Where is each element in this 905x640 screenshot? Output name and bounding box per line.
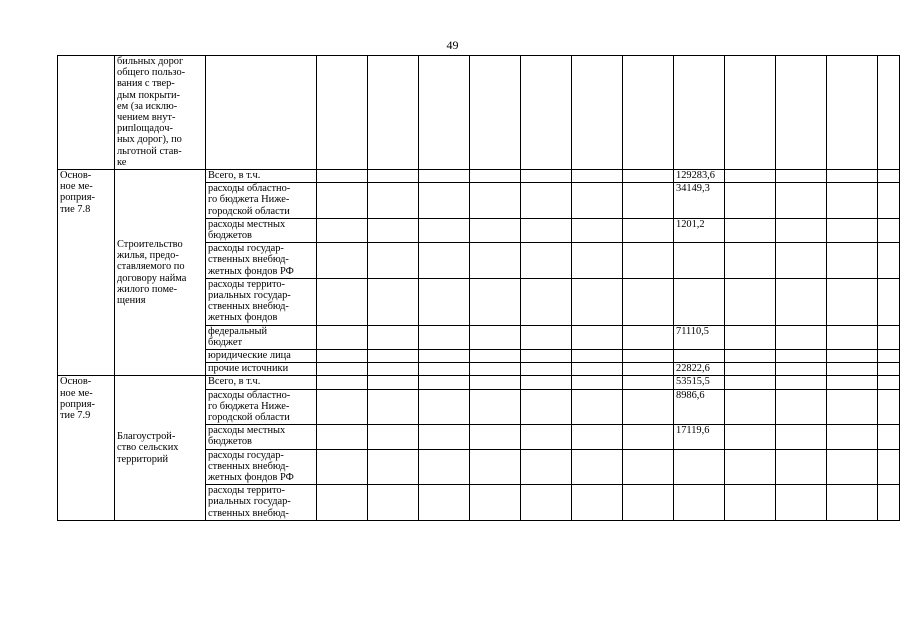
funding-source-cell-line: ственных внебюд-	[208, 254, 289, 266]
empty-cell	[521, 349, 572, 362]
empty-cell	[206, 56, 317, 170]
funding-source-cell-line: расходы государ-	[208, 243, 284, 255]
empty-cell	[776, 485, 827, 521]
empty-cell	[470, 278, 521, 325]
empty-cell	[317, 449, 368, 485]
empty-cell	[368, 243, 419, 279]
table-row	[58, 170, 900, 183]
empty-cell	[368, 183, 419, 219]
empty-cell	[419, 56, 470, 170]
funding-source-cell-line: расходы областно-	[208, 389, 291, 401]
empty-cell	[470, 389, 521, 425]
empty-cell	[725, 56, 776, 170]
empty-cell	[572, 325, 623, 349]
empty-cell	[878, 218, 900, 242]
activity-name-cell-line: Благоустрой-	[117, 431, 176, 443]
empty-cell	[776, 363, 827, 376]
activity-code-cell-line: Основ-	[60, 170, 92, 181]
empty-cell	[317, 485, 368, 521]
empty-cell	[419, 363, 470, 376]
page-number: 49	[446, 38, 459, 52]
empty-cell	[827, 449, 878, 485]
empty-cell	[776, 243, 827, 279]
amount-cell: 129283,6	[674, 170, 725, 183]
empty-cell	[623, 363, 674, 376]
empty-cell	[317, 376, 368, 389]
table-row	[58, 376, 900, 389]
activity-name-cell	[115, 170, 206, 376]
empty-cell	[827, 218, 878, 242]
empty-cell	[776, 449, 827, 485]
empty-cell	[368, 218, 419, 242]
empty-cell	[725, 363, 776, 376]
empty-cell	[725, 349, 776, 362]
funding-source-cell	[206, 278, 317, 325]
empty-cell	[572, 389, 623, 425]
activity-code-cell-line: роприя-	[60, 398, 95, 410]
activity-code-cell-line: тие 7.9	[60, 409, 91, 421]
funding-source-cell	[206, 170, 317, 183]
empty-cell	[521, 278, 572, 325]
empty-cell	[368, 376, 419, 389]
empty-cell	[521, 485, 572, 521]
funding-source-cell-line: расходы государ-	[208, 449, 284, 461]
empty-cell	[572, 278, 623, 325]
empty-cell	[419, 349, 470, 362]
empty-cell	[572, 243, 623, 279]
empty-cell	[674, 56, 725, 170]
empty-cell	[419, 425, 470, 449]
empty-cell	[827, 349, 878, 362]
activity-name-cell-line: льготной став-	[117, 145, 182, 157]
funding-source-cell-line: Всего, в т.ч.	[208, 170, 261, 181]
amount-cell: 71110,5	[674, 325, 725, 349]
funding-source-cell-line: прочие источники	[208, 363, 289, 375]
empty-cell	[368, 325, 419, 349]
empty-cell	[878, 243, 900, 279]
funding-source-cell-line: бюджет	[208, 336, 243, 348]
amount-cell	[674, 449, 725, 485]
empty-cell	[521, 425, 572, 449]
empty-cell	[572, 449, 623, 485]
empty-cell	[827, 278, 878, 325]
empty-cell	[623, 170, 674, 183]
empty-cell	[419, 218, 470, 242]
empty-cell	[878, 56, 900, 170]
empty-cell	[317, 243, 368, 279]
activity-code-cell-line: тие 7.8	[60, 203, 91, 215]
empty-cell	[827, 389, 878, 425]
amount-cell: 1201,2	[674, 218, 725, 242]
funding-source-cell	[206, 449, 317, 485]
empty-cell	[827, 183, 878, 219]
activity-name-cell	[115, 376, 206, 520]
empty-cell	[623, 56, 674, 170]
activity-name-cell-line: ке	[117, 156, 127, 168]
empty-cell	[827, 243, 878, 279]
empty-cell	[368, 449, 419, 485]
empty-cell	[878, 349, 900, 362]
funding-source-cell-line: расходы местных	[208, 218, 286, 230]
empty-cell	[725, 389, 776, 425]
activity-name-cell-line: рипloщадоч-	[117, 123, 173, 135]
funding-source-cell-line: ственных внебюд-	[208, 460, 289, 472]
empty-cell	[827, 363, 878, 376]
funding-source-cell-line: Всего, в т.ч.	[208, 376, 261, 388]
empty-cell	[776, 389, 827, 425]
empty-cell	[878, 485, 900, 521]
empty-cell	[572, 183, 623, 219]
funding-source-cell-line: жетных фондов РФ	[208, 265, 294, 277]
empty-cell	[419, 389, 470, 425]
activity-code-cell	[58, 376, 115, 520]
funding-source-cell-line: городской области	[208, 205, 290, 217]
amount-cell	[674, 278, 725, 325]
empty-cell	[470, 363, 521, 376]
code-cell	[58, 56, 115, 170]
funding-source-cell	[206, 218, 317, 242]
empty-cell	[368, 363, 419, 376]
empty-cell	[572, 376, 623, 389]
funding-source-cell-line: го бюджета Ниже-	[208, 400, 290, 412]
empty-cell	[368, 349, 419, 362]
funding-source-cell	[206, 183, 317, 219]
empty-cell	[623, 183, 674, 219]
empty-cell	[317, 183, 368, 219]
empty-cell	[368, 170, 419, 183]
activity-code-cell-line: ное ме-	[60, 387, 93, 399]
empty-cell	[317, 170, 368, 183]
empty-cell	[827, 425, 878, 449]
empty-cell	[470, 485, 521, 521]
empty-cell	[623, 389, 674, 425]
amount-cell	[674, 349, 725, 362]
funding-source-cell-line: расходы местных	[208, 425, 286, 437]
empty-cell	[368, 389, 419, 425]
funding-source-cell-line: юридические лица	[208, 349, 291, 361]
funding-source-cell	[206, 243, 317, 279]
activity-name-cell-line: вания с твер-	[117, 78, 175, 90]
activity-name-cell-line: ставляемого по	[117, 261, 185, 273]
funding-source-cell-line: бюджетов	[208, 229, 252, 241]
empty-cell	[623, 485, 674, 521]
empty-cell	[827, 376, 878, 389]
empty-cell	[827, 325, 878, 349]
empty-cell	[419, 485, 470, 521]
amount-cell: 8986,6	[674, 389, 725, 425]
empty-cell	[623, 278, 674, 325]
empty-cell	[878, 425, 900, 449]
empty-cell	[521, 449, 572, 485]
funding-source-cell	[206, 363, 317, 376]
empty-cell	[776, 349, 827, 362]
empty-cell	[317, 349, 368, 362]
empty-cell	[470, 170, 521, 183]
empty-cell	[419, 183, 470, 219]
activity-code-cell-line: роприя-	[60, 192, 95, 204]
empty-cell	[572, 218, 623, 242]
activity-code-cell	[58, 170, 115, 376]
activity-name-cell-line: щения	[117, 295, 146, 307]
empty-cell	[776, 56, 827, 170]
amount-cell: 34149,3	[674, 183, 725, 219]
empty-cell	[317, 278, 368, 325]
empty-cell	[725, 243, 776, 279]
empty-cell	[827, 170, 878, 183]
empty-cell	[521, 363, 572, 376]
funding-source-cell	[206, 376, 317, 389]
empty-cell	[470, 376, 521, 389]
empty-cell	[572, 349, 623, 362]
empty-cell	[368, 278, 419, 325]
empty-cell	[470, 56, 521, 170]
empty-cell	[419, 449, 470, 485]
empty-cell	[521, 325, 572, 349]
empty-cell	[317, 56, 368, 170]
amount-cell: 17119,6	[674, 425, 725, 449]
activity-name-cell-line: общего пользо-	[117, 67, 186, 79]
empty-cell	[317, 363, 368, 376]
funding-source-cell-line: городской области	[208, 411, 290, 423]
funding-source-cell-line: жетных фондов РФ	[208, 471, 294, 483]
empty-cell	[725, 376, 776, 389]
empty-cell	[623, 325, 674, 349]
empty-cell	[623, 218, 674, 242]
funding-source-cell-line: бюджетов	[208, 436, 252, 448]
empty-cell	[419, 376, 470, 389]
empty-cell	[521, 389, 572, 425]
empty-cell	[776, 183, 827, 219]
empty-cell	[776, 170, 827, 183]
funding-source-cell-line: жетных фондов	[208, 312, 278, 324]
empty-cell	[572, 425, 623, 449]
empty-cell	[623, 425, 674, 449]
empty-cell	[419, 325, 470, 349]
activity-name-cell-line: бильных дорог	[117, 56, 184, 67]
activity-name-cell-line: жилья, предо-	[117, 250, 179, 262]
activity-name-cell-line: чением внут-	[117, 112, 176, 124]
empty-cell	[878, 170, 900, 183]
empty-cell	[317, 425, 368, 449]
activity-code-cell-line: ное ме-	[60, 181, 93, 193]
funding-source-cell-line: расходы террито-	[208, 485, 286, 497]
empty-cell	[776, 376, 827, 389]
empty-cell	[368, 56, 419, 170]
funding-source-cell	[206, 425, 317, 449]
funding-source-cell	[206, 485, 317, 521]
funding-source-cell-line: расходы террито-	[208, 278, 286, 290]
empty-cell	[878, 389, 900, 425]
empty-cell	[470, 183, 521, 219]
empty-cell	[470, 243, 521, 279]
empty-cell	[878, 325, 900, 349]
empty-cell	[419, 170, 470, 183]
empty-cell	[521, 218, 572, 242]
activity-name-cell-line: дым покрыти-	[117, 89, 180, 101]
activity-name-cell-line: жилого поме-	[117, 283, 178, 295]
activity-code-cell-line: Основ-	[60, 376, 92, 388]
table-row	[58, 56, 900, 170]
activity-name-cell-line: договору найма	[117, 272, 187, 284]
activity-name-cell-line: ных дорог), по	[117, 134, 182, 146]
empty-cell	[776, 218, 827, 242]
amount-cell: 53515,5	[674, 376, 725, 389]
funding-source-cell	[206, 389, 317, 425]
activity-name-cell	[115, 56, 206, 170]
empty-cell	[572, 485, 623, 521]
activity-name-cell-line: ство сельских	[117, 442, 179, 454]
empty-cell	[878, 183, 900, 219]
amount-cell	[674, 485, 725, 521]
empty-cell	[317, 389, 368, 425]
funding-source-cell-line: расходы областно-	[208, 183, 291, 195]
empty-cell	[623, 376, 674, 389]
empty-cell	[878, 376, 900, 389]
funding-source-cell-line: риальных государ-	[208, 496, 291, 508]
empty-cell	[317, 325, 368, 349]
empty-cell	[725, 183, 776, 219]
funding-source-cell	[206, 325, 317, 349]
empty-cell	[521, 56, 572, 170]
funding-source-cell-line: риальных государ-	[208, 289, 291, 301]
funding-source-cell-line: ственных внебюд-	[208, 301, 289, 313]
funding-source-cell-line: го бюджета Ниже-	[208, 194, 290, 206]
empty-cell	[725, 278, 776, 325]
empty-cell	[776, 325, 827, 349]
empty-cell	[521, 243, 572, 279]
empty-cell	[725, 449, 776, 485]
funding-source-cell-line: ственных внебюд-	[208, 507, 289, 519]
empty-cell	[776, 425, 827, 449]
empty-cell	[419, 243, 470, 279]
empty-cell	[521, 170, 572, 183]
funding-source-cell	[206, 349, 317, 362]
empty-cell	[725, 325, 776, 349]
empty-cell	[521, 376, 572, 389]
empty-cell	[470, 425, 521, 449]
empty-cell	[776, 278, 827, 325]
empty-cell	[623, 449, 674, 485]
empty-cell	[470, 349, 521, 362]
activity-name-cell-line: территорий	[117, 453, 169, 465]
empty-cell	[725, 425, 776, 449]
empty-cell	[419, 278, 470, 325]
amount-cell	[674, 243, 725, 279]
activity-name-cell-line: ем (за исклю-	[117, 100, 178, 112]
empty-cell	[470, 449, 521, 485]
empty-cell	[725, 218, 776, 242]
empty-cell	[470, 325, 521, 349]
empty-cell	[521, 183, 572, 219]
empty-cell	[827, 56, 878, 170]
empty-cell	[878, 363, 900, 376]
empty-cell	[878, 449, 900, 485]
empty-cell	[572, 363, 623, 376]
activity-name-cell-line: Строительство	[117, 239, 183, 251]
empty-cell	[572, 170, 623, 183]
empty-cell	[623, 349, 674, 362]
empty-cell	[878, 278, 900, 325]
empty-cell	[368, 485, 419, 521]
empty-cell	[827, 485, 878, 521]
empty-cell	[623, 243, 674, 279]
empty-cell	[368, 425, 419, 449]
funding-source-cell-line: федеральный	[208, 325, 268, 337]
amount-cell: 22822,6	[674, 363, 725, 376]
empty-cell	[725, 170, 776, 183]
budget-table	[57, 55, 900, 521]
empty-cell	[317, 218, 368, 242]
empty-cell	[470, 218, 521, 242]
empty-cell	[725, 485, 776, 521]
empty-cell	[572, 56, 623, 170]
